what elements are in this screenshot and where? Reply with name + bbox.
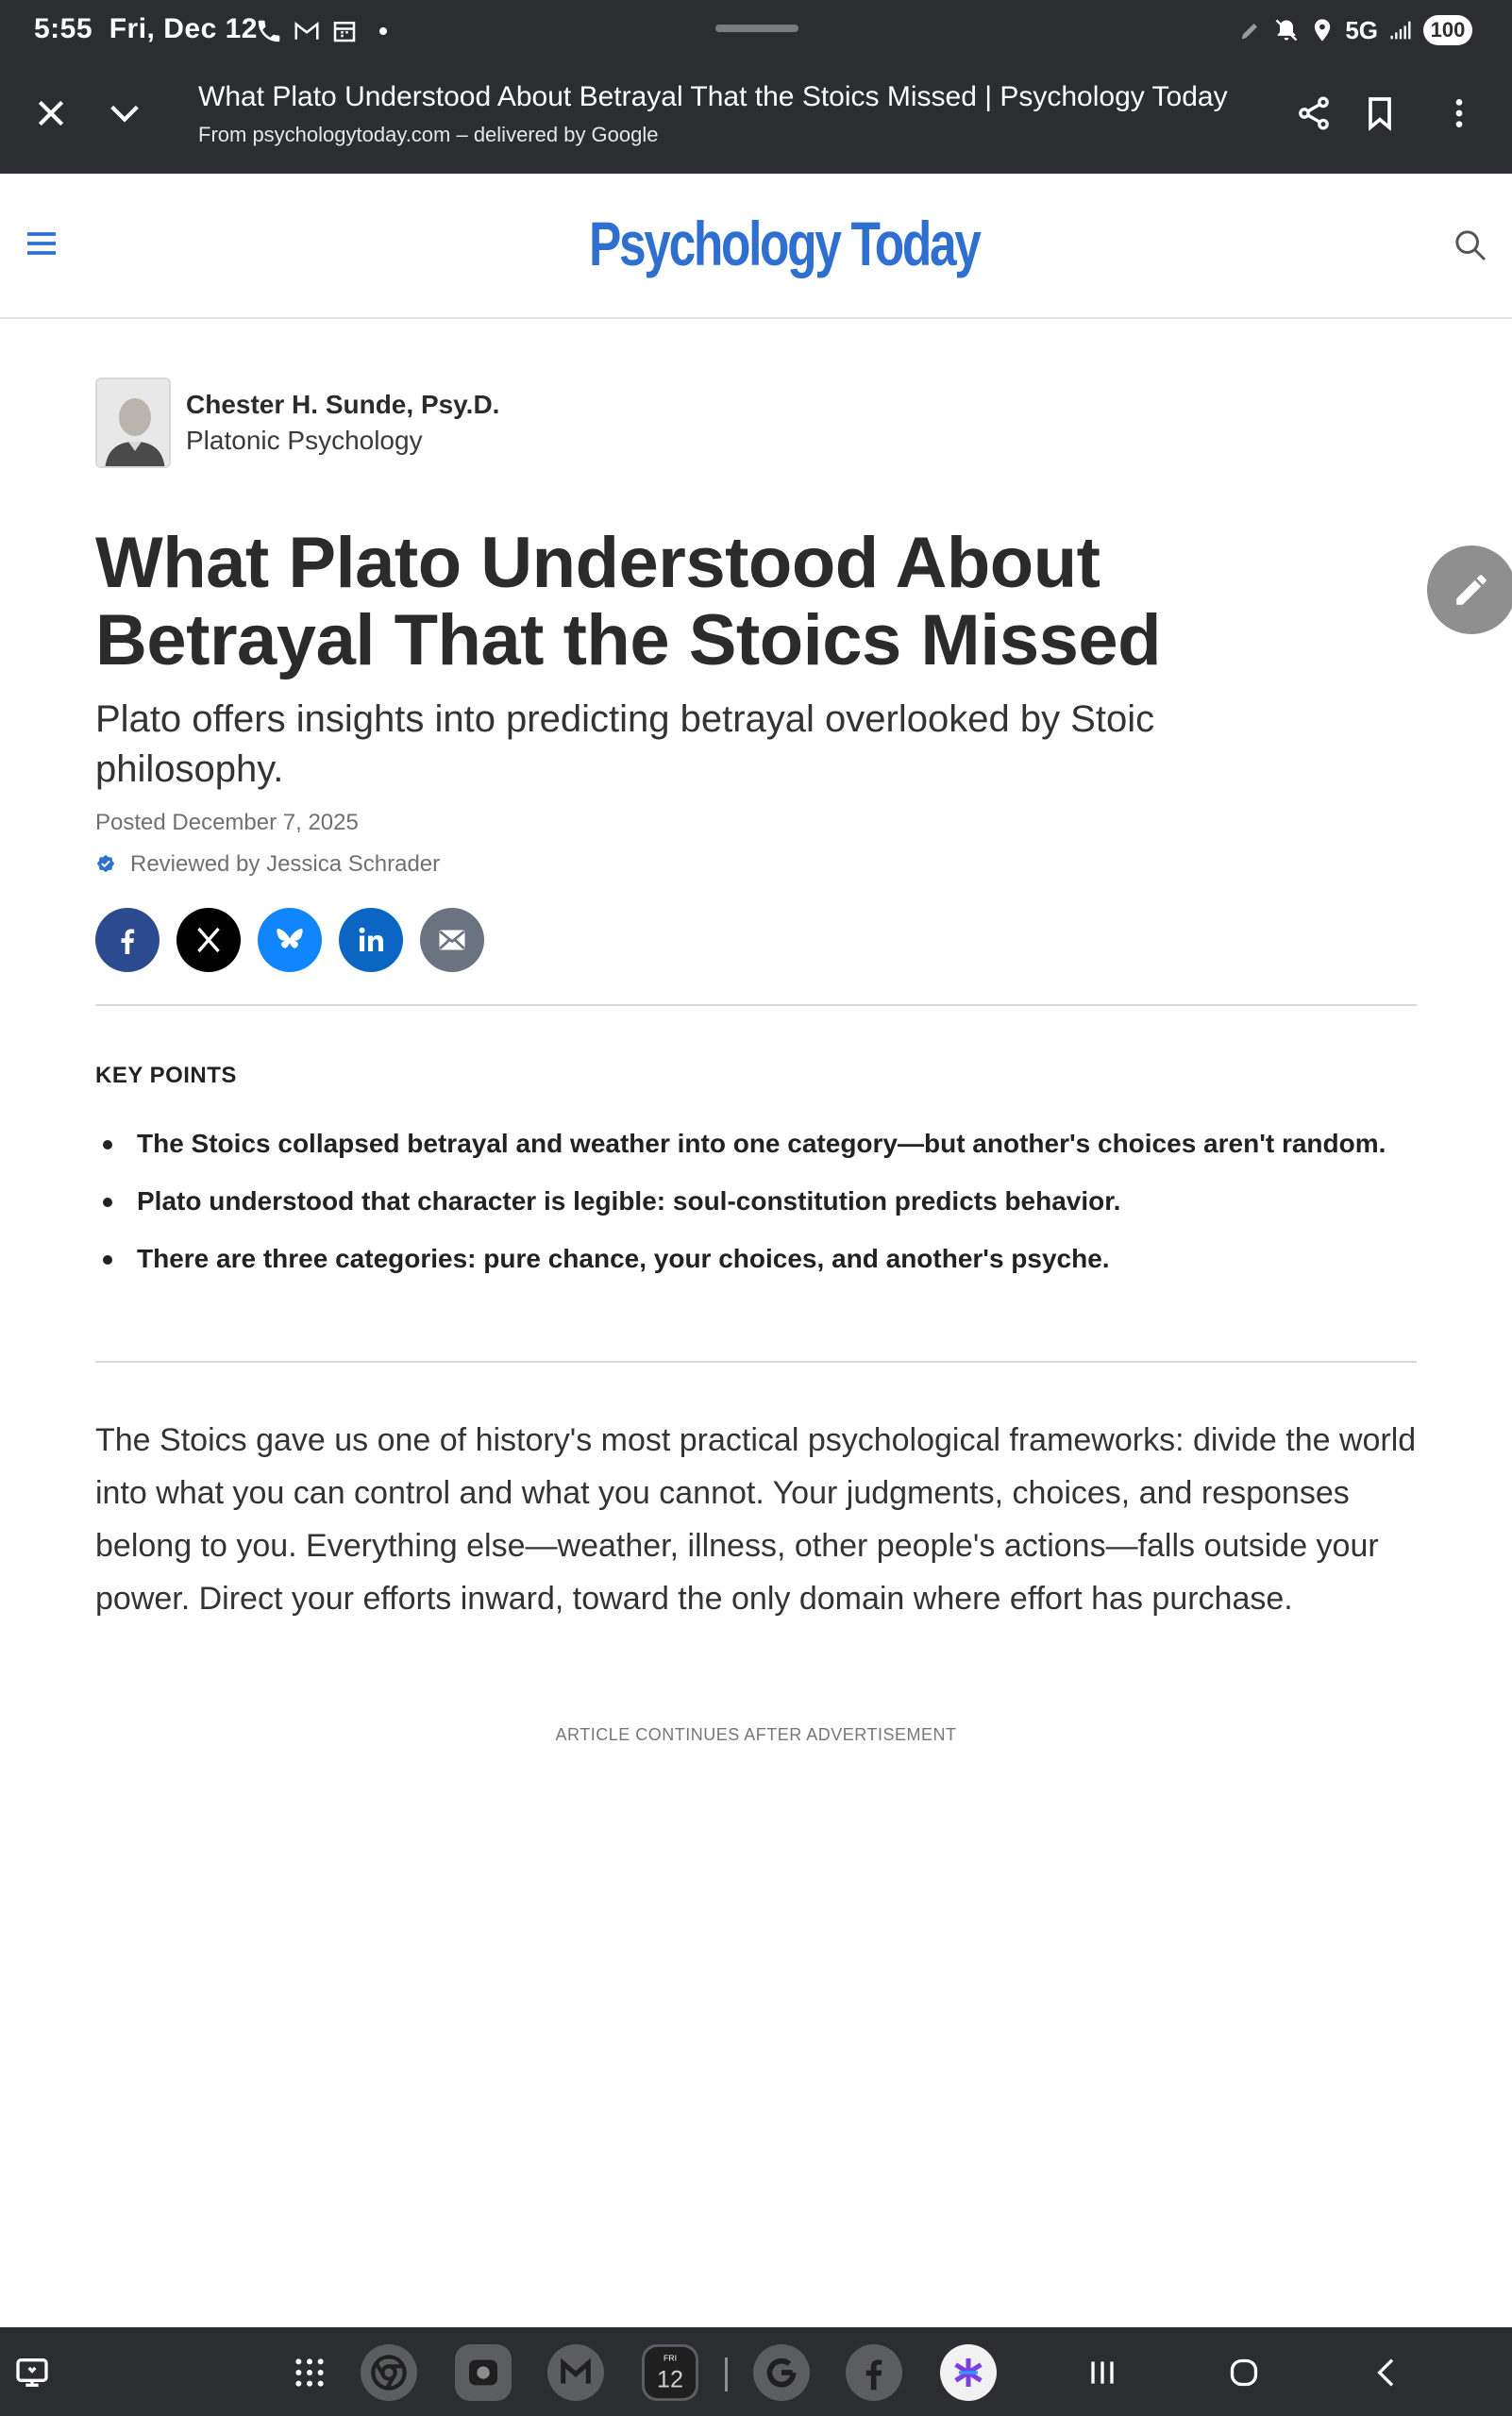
calendar-notif-icon [330,17,359,45]
article-subhead: Plato offers insights into predicting betrayal overlooked by Stoic philosophy. [95,698,1155,790]
gmail-icon [557,2354,595,2391]
minimize-tab-button[interactable] [102,91,147,136]
home-button[interactable] [1216,2344,1272,2401]
more-vert-icon [1440,94,1478,132]
status-date: Fri, Dec 12 [109,13,258,44]
app-drawer-button[interactable] [281,2344,338,2401]
battery-indicator: 100 [1423,15,1472,45]
calendar-icon [643,2345,697,2400]
more-notifications-dot [379,27,387,35]
chevron-down-icon [106,94,143,132]
reviewer-label: Reviewed by Jessica Schrader [130,851,441,877]
hamburger-icon [23,225,60,262]
back-button[interactable] [1359,2344,1416,2401]
system-navigation-bar [0,2327,1512,2416]
close-icon [32,94,70,132]
share-linkedin-button[interactable] [339,908,403,972]
tab-page-origin[interactable]: From psychologytoday.com – delivered by Google [198,123,659,146]
verified-badge-icon [95,854,116,875]
email-icon [435,923,469,957]
key-point-item: The Stoics collapsed betrayal and weather into one category—but another's choices aren't random. [95,1126,1417,1162]
author-avatar[interactable] [95,378,171,468]
author-name[interactable]: Chester H. Sunde, Psy.D. [186,390,500,419]
location-icon [1309,17,1336,43]
bookmark-button[interactable] [1357,91,1403,136]
annotate-fab-button[interactable] [1427,545,1512,634]
key-points-title: KEY POINTS [95,1063,237,1088]
drag-handle[interactable] [715,25,798,32]
back-icon [1369,2354,1406,2391]
overflow-menu-button[interactable] [1436,91,1482,136]
menu-button[interactable] [21,223,62,264]
search-icon [1452,226,1489,264]
key-points-list [95,1126,1417,1299]
notification-icons [255,17,387,45]
svg-text:FRI: FRI [664,2353,677,2363]
custom-tab-toolbar [0,64,1512,174]
perplexity-icon [949,2354,987,2391]
reviewed-by [95,851,440,878]
call-icon [255,17,283,45]
google-icon [763,2354,800,2391]
home-icon [1225,2354,1263,2391]
tab-page-title[interactable]: What Plato Understood About Betrayal That the Stoics Missed | Psychology Today [198,81,1228,112]
bookmark-icon [1361,94,1399,132]
share-bluesky-button[interactable] [258,908,322,972]
linkedin-icon [354,923,388,957]
bluesky-butterfly-icon [273,923,307,957]
screen-icon [13,2354,51,2391]
mute-icon [1273,17,1300,43]
close-tab-button[interactable] [28,91,74,136]
status-bar [0,0,1512,64]
x-logo-icon [192,923,226,957]
share-x-button[interactable] [176,908,241,972]
share-email-button[interactable] [420,908,484,972]
advertisement-notice: ARTICLE CONTINUES AFTER ADVERTISEMENT [555,1725,957,1744]
calendar-app-button[interactable] [642,2344,698,2401]
camera-app-button[interactable] [455,2344,512,2401]
site-logo[interactable]: Psychology Today [589,209,980,278]
key-points-top-divider [95,1004,1417,1006]
facebook-app-icon [855,2354,893,2391]
svg-text:12: 12 [657,2366,683,2393]
status-time: 5:55 Fri, Dec 12 [34,13,258,44]
author-blog-name[interactable]: Platonic Psychology [186,426,423,455]
share-facebook-button[interactable] [95,908,160,972]
site-header [0,174,1512,319]
key-points-bottom-divider [95,1361,1417,1363]
author-photo [97,379,171,468]
author-byline [95,378,499,468]
dock-separator [725,2357,728,2391]
share-icon [1295,94,1333,132]
article-body-paragraph: The Stoics gave us one of history's most practical psychological frameworks: divide the world into what you can control and what you cannot. Your judgments, choices, and responses belong to you. Everything else—weather, illness, other people's actions—falls outside your power. Direct your efforts inward, toward the only domain where effort has purchase. [95,1422,1417,1617]
camera-icon [464,2354,502,2391]
article-headline: What Plato Understood About Betrayal That the Stoics Missed [95,523,1162,680]
chrome-icon [370,2354,408,2391]
screen-toggle-button[interactable] [4,2344,60,2401]
app-drawer-icon [291,2354,328,2391]
share-page-button[interactable] [1291,91,1336,136]
posted-date: Posted December 7, 2025 [95,810,359,835]
recents-icon [1084,2354,1121,2391]
key-point-item: Plato understood that character is legible: soul-constitution predicts behavior. [95,1183,1417,1219]
gmail-notif-icon [293,17,321,45]
signal-icon [1387,17,1414,43]
recents-button[interactable] [1074,2344,1131,2401]
facebook-icon [110,923,144,957]
share-buttons [95,908,484,972]
pencil-icon [1452,570,1491,610]
chrome-app-button[interactable] [361,2344,417,2401]
top-bar [0,0,1512,174]
key-point-item: There are three categories: pure chance, your choices, and another's psyche. [95,1241,1417,1277]
gmail-app-button[interactable] [547,2344,604,2401]
facebook-app-button[interactable] [846,2344,902,2401]
pen-icon [1237,17,1264,43]
system-icons [1237,15,1472,45]
google-app-button[interactable] [753,2344,810,2401]
perplexity-app-button[interactable] [940,2344,997,2401]
site-search-button[interactable] [1448,223,1493,268]
network-type: 5G [1345,15,1378,44]
